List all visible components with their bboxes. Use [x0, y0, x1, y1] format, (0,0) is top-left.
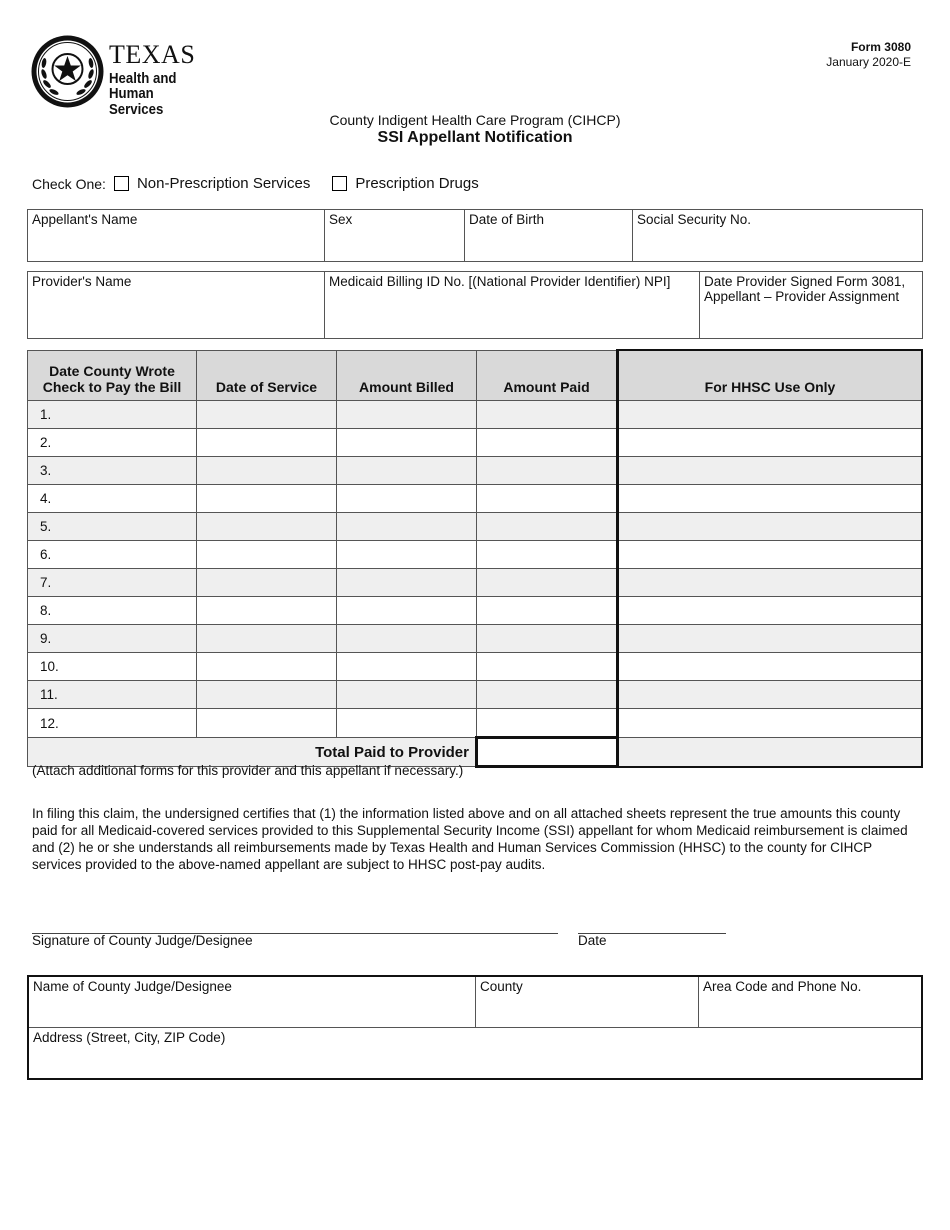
amount-paid-cell[interactable]	[477, 681, 618, 709]
table-row	[28, 597, 923, 625]
amount-billed-cell[interactable]	[337, 681, 477, 709]
amount-billed-cell[interactable]	[337, 485, 477, 513]
amount-billed-cell[interactable]	[337, 597, 477, 625]
amount-paid-cell[interactable]	[477, 709, 618, 738]
county-info-table	[27, 975, 923, 1080]
program-name: County Indigent Health Care Program (CIHCP)	[329, 112, 621, 128]
amount-billed-cell[interactable]	[337, 541, 477, 569]
total-hhsc-use-cell[interactable]	[618, 738, 923, 767]
medicaid-billing-id-field[interactable]: Medicaid Billing ID No. [(National Provider Identifier) NPI]	[325, 272, 700, 339]
sex-field[interactable]: Sex	[325, 210, 465, 262]
texas-seal-icon	[30, 34, 105, 109]
check-date-cell[interactable]: 7.	[28, 569, 197, 597]
table-row	[28, 681, 923, 709]
check-date-cell[interactable]: 1.	[28, 401, 197, 429]
date-of-service-cell[interactable]	[197, 653, 337, 681]
col-header-check-date: Date County Wrote Check to Pay the Bill	[28, 350, 197, 401]
table-row	[28, 625, 923, 653]
hhsc-use-cell[interactable]	[618, 429, 923, 457]
check-date-cell[interactable]: 8.	[28, 597, 197, 625]
check-date-cell[interactable]: 2.	[28, 429, 197, 457]
hhsc-use-cell[interactable]	[618, 485, 923, 513]
hhsc-use-cell[interactable]	[618, 541, 923, 569]
date-of-birth-field[interactable]: Date of Birth	[465, 210, 633, 262]
date-of-service-cell[interactable]	[197, 513, 337, 541]
ssn-field[interactable]: Social Security No.	[633, 210, 923, 262]
col-header-date-of-service: Date of Service	[197, 350, 337, 401]
check-one-label: Check One:	[32, 175, 106, 192]
logo-title: TEXAS	[109, 40, 196, 69]
date-of-service-cell[interactable]	[197, 457, 337, 485]
col-header-hhsc-use: For HHSC Use Only	[618, 350, 923, 401]
date-of-service-cell[interactable]	[197, 625, 337, 653]
provider-name-field[interactable]: Provider's Name	[28, 272, 325, 339]
hhsc-use-cell[interactable]	[618, 625, 923, 653]
amount-billed-cell[interactable]	[337, 513, 477, 541]
date-label: Date	[578, 933, 607, 948]
check-date-cell[interactable]: 3.	[28, 457, 197, 485]
hhsc-use-cell[interactable]	[618, 681, 923, 709]
hhsc-use-cell[interactable]	[618, 457, 923, 485]
date-of-service-cell[interactable]	[197, 401, 337, 429]
amount-billed-cell[interactable]	[337, 457, 477, 485]
amount-paid-cell[interactable]	[477, 569, 618, 597]
check-date-cell[interactable]: 12.	[28, 709, 197, 738]
check-date-cell[interactable]: 10.	[28, 653, 197, 681]
hhsc-use-cell[interactable]	[618, 513, 923, 541]
hhsc-use-cell[interactable]	[618, 709, 923, 738]
amount-billed-cell[interactable]	[337, 401, 477, 429]
table-row	[28, 401, 923, 429]
logo-subtitle-1: Health and Human	[109, 70, 177, 102]
table-row	[28, 513, 923, 541]
phone-field[interactable]: Area Code and Phone No.	[699, 976, 923, 1028]
certification-text: In filing this claim, the undersigned certifies that (1) the information listed above and on all attached sheets represent the true amounts this county paid for all Medicaid-covered services provided to this Supplemental Security Income (SSI) appellant for whom Medicaid reimbursement is claimed and (2) he or she understands all reimbursements made by Texas Health and Human Services Commission (HHSC) to the county for CIHCP services provided to the above-named appellant are subject to HHSC post-pay audits.	[32, 806, 908, 872]
date-of-service-cell[interactable]	[197, 681, 337, 709]
date-of-service-cell[interactable]	[197, 541, 337, 569]
hhsc-use-cell[interactable]	[618, 653, 923, 681]
check-date-cell[interactable]: 5.	[28, 513, 197, 541]
date-of-service-cell[interactable]	[197, 597, 337, 625]
amount-billed-cell[interactable]	[337, 429, 477, 457]
amount-paid-cell[interactable]	[477, 625, 618, 653]
form-number: Form 3080	[850, 40, 911, 54]
table-row	[28, 429, 923, 457]
payment-table	[27, 349, 923, 768]
amount-paid-cell[interactable]	[477, 653, 618, 681]
amount-paid-cell[interactable]	[477, 597, 618, 625]
county-judge-name-field[interactable]: Name of County Judge/Designee	[28, 976, 476, 1028]
check-date-cell[interactable]: 9.	[28, 625, 197, 653]
table-row	[28, 485, 923, 513]
amount-paid-cell[interactable]	[477, 485, 618, 513]
check-date-cell[interactable]: 4.	[28, 485, 197, 513]
hhsc-use-cell[interactable]	[618, 597, 923, 625]
table-row	[28, 541, 923, 569]
provider-info-table	[27, 271, 923, 339]
non-prescription-checkbox[interactable]	[114, 176, 129, 191]
provider-signed-date-field[interactable]: Date Provider Signed Form 3081, Appellant – Provider Assignment	[700, 272, 923, 339]
table-row	[28, 709, 923, 738]
table-row	[28, 569, 923, 597]
table-row	[28, 457, 923, 485]
amount-billed-cell[interactable]	[337, 653, 477, 681]
amount-paid-cell[interactable]	[477, 429, 618, 457]
appellant-info-table	[27, 209, 923, 262]
table-row	[28, 653, 923, 681]
total-paid-label: Total Paid to Provider	[28, 738, 477, 767]
form-date: January 2020-E	[826, 55, 911, 69]
county-field[interactable]: County	[476, 976, 699, 1028]
appellant-name-field[interactable]: Appellant's Name	[28, 210, 325, 262]
amount-billed-cell[interactable]	[337, 625, 477, 653]
amount-paid-cell[interactable]	[477, 401, 618, 429]
hhs-logo	[30, 34, 230, 118]
attach-note: (Attach additional forms for this provider and this appellant if necessary.)	[32, 763, 464, 778]
col-header-amount-billed: Amount Billed	[337, 350, 477, 401]
logo-subtitle-2: Services	[109, 101, 164, 118]
hhsc-use-cell[interactable]	[618, 401, 923, 429]
check-date-cell[interactable]: 6.	[28, 541, 197, 569]
address-field[interactable]: Address (Street, City, ZIP Code)	[28, 1028, 922, 1080]
prescription-drugs-label: Prescription Drugs	[355, 175, 479, 192]
amount-paid-cell[interactable]	[477, 541, 618, 569]
check-date-cell[interactable]: 11.	[28, 681, 197, 709]
form-title: SSI Appellant Notification	[377, 129, 573, 146]
date-of-service-cell[interactable]	[197, 709, 337, 738]
amount-paid-cell[interactable]	[477, 457, 618, 485]
date-of-service-cell[interactable]	[197, 569, 337, 597]
total-paid-field[interactable]	[477, 738, 618, 767]
col-header-amount-paid: Amount Paid	[477, 350, 618, 401]
date-of-service-cell[interactable]	[197, 485, 337, 513]
amount-billed-cell[interactable]	[337, 569, 477, 597]
signature-label: Signature of County Judge/Designee	[32, 933, 253, 948]
non-prescription-label: Non-Prescription Services	[136, 175, 311, 192]
amount-billed-cell[interactable]	[337, 709, 477, 738]
prescription-drugs-checkbox[interactable]	[332, 176, 347, 191]
hhsc-use-cell[interactable]	[618, 569, 923, 597]
check-one-row	[32, 175, 501, 192]
amount-paid-cell[interactable]	[477, 513, 618, 541]
date-of-service-cell[interactable]	[197, 429, 337, 457]
